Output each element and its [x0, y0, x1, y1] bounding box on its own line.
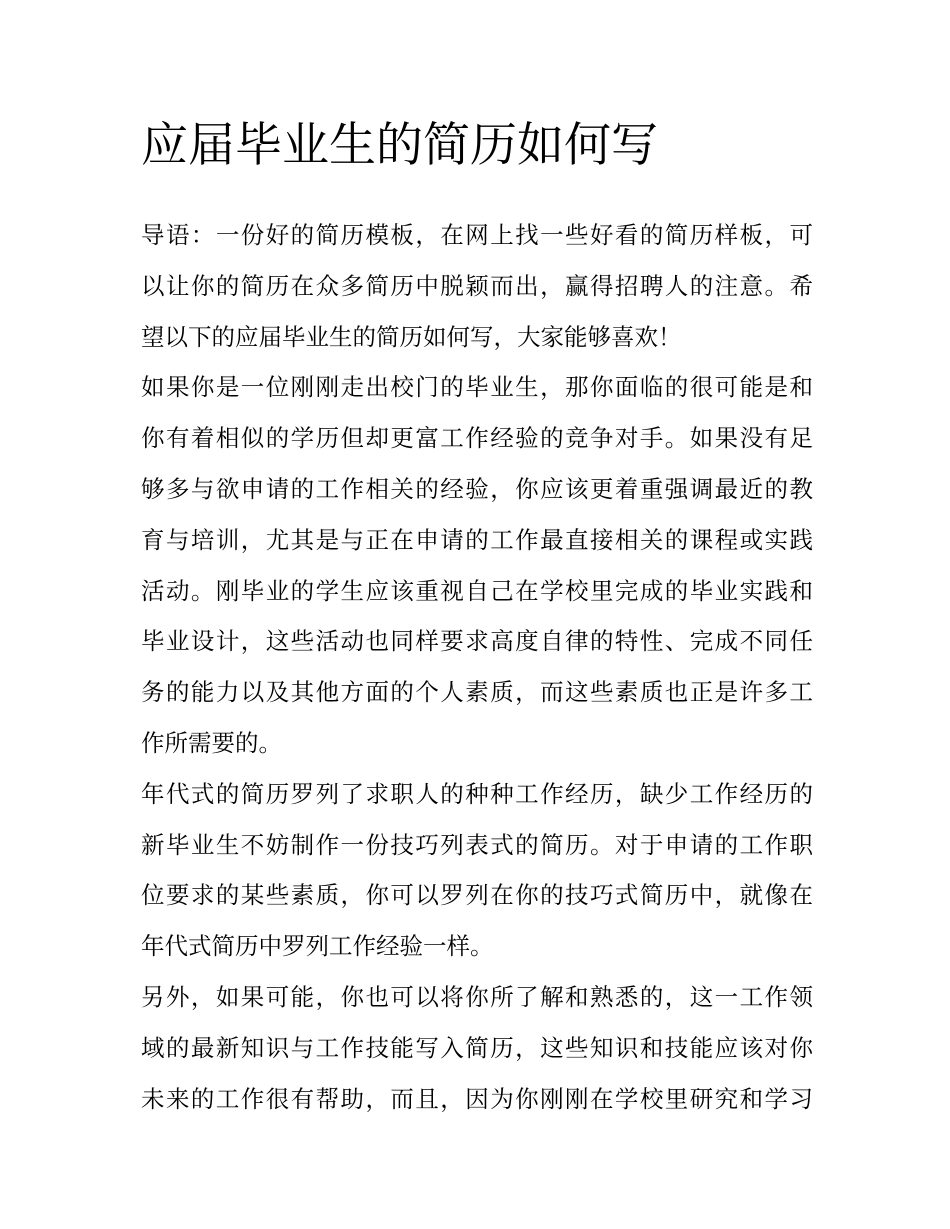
paragraph-skills-resume	[141, 769, 813, 972]
text-line: 年代式简历中罗列工作经验一样。	[141, 932, 494, 961]
text-line: 年代式的简历罗列了求职人的种种工作经历，缺少工作经历的	[141, 779, 813, 808]
text-line: 如果你是一位刚刚走出校门的毕业生，那你面临的很可能是和	[141, 373, 813, 402]
text-line: 另外，如果可能，你也可以将你所了解和熟悉的，这一工作领	[141, 982, 813, 1011]
text-line: 域的最新知识与工作技能写入简历，这些知识和技能应该对你	[141, 1033, 813, 1062]
text-line: 以让你的简历在众多简历中脱颖而出，赢得招聘人的注意。希	[141, 271, 813, 300]
paragraph-graduate-advice	[141, 362, 813, 768]
paragraph-intro	[141, 210, 813, 362]
text-line: 够多与欲申请的工作相关的经验，你应该更着重强调最近的教	[141, 474, 813, 503]
text-line: 作所需要的。	[141, 728, 282, 757]
document-title: 应届毕业生的简历如何写	[141, 118, 658, 173]
text-line: 导语：一份好的简历模板，在网上找一些好看的简历样板，可	[141, 221, 813, 249]
text-line: 你有着相似的学历但却更富工作经验的竞争对手。如果没有足	[141, 424, 813, 453]
text-line: 位要求的某些素质，你可以罗列在你的技巧式简历中，就像在	[141, 881, 813, 910]
text-line: 毕业设计，这些活动也同样要求高度自律的特性、完成不同任	[141, 627, 813, 656]
text-line: 新毕业生不妨制作一份技巧列表式的简历。对于申请的工作职	[141, 830, 813, 859]
text-line: 未来的工作很有帮助，而且，因为你刚刚在学校里研究和学习	[141, 1084, 813, 1113]
text-line: 活动。刚毕业的学生应该重视自己在学校里完成的毕业实践和	[141, 576, 813, 605]
document-content	[141, 112, 813, 1124]
paragraph-additional-skills	[141, 972, 813, 1124]
text-line: 务的能力以及其他方面的个人素质，而这些素质也正是许多工	[141, 678, 813, 707]
text-line: 望以下的应届毕业生的简历如何写，大家能够喜欢！	[141, 322, 682, 351]
text-line: 育与培训，尤其是与正在申请的工作最直接相关的课程或实践	[141, 525, 813, 554]
